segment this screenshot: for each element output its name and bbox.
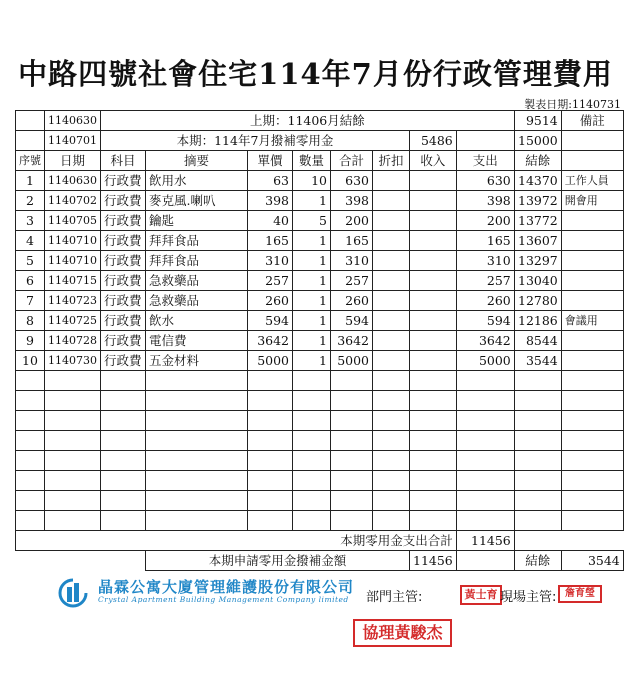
empty-cell xyxy=(16,431,45,451)
cell-balance: 3544 xyxy=(514,351,561,371)
dept-manager-stamp: 黃士育 xyxy=(460,585,502,605)
blank-cell xyxy=(514,531,623,551)
cell-qty: 1 xyxy=(293,351,331,371)
cell-expense: 398 xyxy=(456,191,514,211)
cell-date: 1140730 xyxy=(45,351,101,371)
empty-cell xyxy=(293,511,331,531)
cell-discount xyxy=(373,351,410,371)
cell-balance: 12780 xyxy=(514,291,561,311)
cell-note xyxy=(561,211,623,231)
cell-discount xyxy=(373,331,410,351)
empty-cell xyxy=(373,371,410,391)
cell-subject: 行政費 xyxy=(101,251,146,271)
cell-expense: 5000 xyxy=(456,351,514,371)
empty-cell xyxy=(45,451,101,471)
prev-balance-row xyxy=(16,111,624,131)
empty-cell xyxy=(293,471,331,491)
cell-discount xyxy=(373,171,410,191)
empty-cell xyxy=(331,431,373,451)
empty-cell xyxy=(561,431,623,451)
empty-cell xyxy=(45,371,101,391)
empty-cell xyxy=(16,471,45,491)
cell-qty: 1 xyxy=(293,331,331,351)
cell-qty: 1 xyxy=(293,291,331,311)
cell-note xyxy=(561,331,623,351)
cell-expense: 165 xyxy=(456,231,514,251)
empty-cell xyxy=(373,391,410,411)
cell-qty: 10 xyxy=(293,171,331,191)
cell-total: 398 xyxy=(331,191,373,211)
empty-cell xyxy=(101,491,146,511)
made-date: 製表日期:1140731 xyxy=(524,98,621,111)
empty-cell xyxy=(331,411,373,431)
cell-price: 63 xyxy=(248,171,293,191)
empty-cell xyxy=(456,471,514,491)
empty-cell xyxy=(456,371,514,391)
apply-amount: 11456 xyxy=(410,551,457,571)
empty-cell xyxy=(293,431,331,451)
cell-discount xyxy=(373,211,410,231)
empty-cell xyxy=(101,451,146,471)
cell-balance: 13607 xyxy=(514,231,561,251)
cell-income xyxy=(410,331,457,351)
cell-date: 1140710 xyxy=(45,231,101,251)
empty-cell xyxy=(561,391,623,411)
cell-income xyxy=(410,231,457,251)
cell-balance: 14370 xyxy=(514,171,561,191)
cell-total: 200 xyxy=(331,211,373,231)
cell-no: 10 xyxy=(16,351,45,371)
signature-stamp: 協理黃駿杰 xyxy=(353,619,452,647)
cell-no: 2 xyxy=(16,191,45,211)
cell-date: 1140710 xyxy=(45,251,101,271)
cell-qty: 1 xyxy=(293,191,331,211)
cell-subject: 行政費 xyxy=(101,311,146,331)
prev-balance: 9514 xyxy=(514,111,561,131)
empty-row xyxy=(16,431,624,451)
cell-qty: 1 xyxy=(293,231,331,251)
cell-income xyxy=(410,171,457,191)
cell-income xyxy=(410,351,457,371)
cell-desc: 電信費 xyxy=(146,331,248,351)
empty-cell xyxy=(514,431,561,451)
empty-cell xyxy=(514,371,561,391)
empty-cell xyxy=(293,391,331,411)
cell-qty: 5 xyxy=(293,211,331,231)
empty-cell xyxy=(410,511,457,531)
empty-row xyxy=(16,451,624,471)
empty-cell xyxy=(373,471,410,491)
cell-note xyxy=(561,231,623,251)
empty-cell xyxy=(331,391,373,411)
empty-cell xyxy=(373,411,410,431)
empty-cell xyxy=(456,391,514,411)
empty-cell xyxy=(514,391,561,411)
empty-cell xyxy=(331,491,373,511)
cell-subject: 行政費 xyxy=(101,331,146,351)
empty-cell xyxy=(561,411,623,431)
empty-cell xyxy=(373,511,410,531)
empty-cell xyxy=(456,431,514,451)
cell-price: 3642 xyxy=(248,331,293,351)
allot-date: 1140701 xyxy=(45,131,101,151)
dept-manager-label: 部門主管: xyxy=(366,590,423,605)
table-row xyxy=(16,351,624,371)
empty-cell xyxy=(456,411,514,431)
col-header: 合計 xyxy=(331,151,373,171)
expense-total: 11456 xyxy=(456,531,514,551)
cell-qty: 1 xyxy=(293,271,331,291)
allot-income: 5486 xyxy=(410,131,457,151)
header-row xyxy=(16,151,624,171)
cell-discount xyxy=(373,231,410,251)
empty-cell xyxy=(514,411,561,431)
cell-no: 8 xyxy=(16,311,45,331)
note-header: 備註 xyxy=(561,111,623,131)
cell-balance: 13772 xyxy=(514,211,561,231)
expense-total-row xyxy=(16,531,624,551)
cell-balance: 13297 xyxy=(514,251,561,271)
table-row xyxy=(16,231,624,251)
cell-price: 310 xyxy=(248,251,293,271)
apply-row xyxy=(16,551,624,571)
cell-subject: 行政費 xyxy=(101,171,146,191)
cell-note: 工作人員 xyxy=(561,171,623,191)
cell-income xyxy=(410,311,457,331)
empty-cell xyxy=(45,431,101,451)
blank-cell xyxy=(16,551,146,571)
cell-price: 5000 xyxy=(248,351,293,371)
balance-label: 結餘 xyxy=(514,551,561,571)
cell-discount xyxy=(373,251,410,271)
expense-total-label: 本期零用金支出合計 xyxy=(16,531,457,551)
empty-cell xyxy=(16,511,45,531)
cell-no: 6 xyxy=(16,271,45,291)
col-header: 單價 xyxy=(248,151,293,171)
cell-desc: 鑰匙 xyxy=(146,211,248,231)
empty-cell xyxy=(514,471,561,491)
cell-price: 257 xyxy=(248,271,293,291)
allot-label: 本期：114年7月撥補零用金 xyxy=(101,131,410,151)
empty-cell xyxy=(16,371,45,391)
cell-price: 260 xyxy=(248,291,293,311)
cell-no: 9 xyxy=(16,331,45,351)
empty-cell xyxy=(45,411,101,431)
cell-total: 630 xyxy=(331,171,373,191)
empty-cell xyxy=(373,431,410,451)
cell-date: 1140702 xyxy=(45,191,101,211)
empty-cell xyxy=(514,451,561,471)
company-name: 晶霖公寓大廈管理維護股份有限公司 xyxy=(98,578,355,596)
cell-subject: 行政費 xyxy=(101,211,146,231)
cell-expense: 260 xyxy=(456,291,514,311)
cell-date: 1140725 xyxy=(45,311,101,331)
ledger-table xyxy=(15,110,624,571)
cell-desc: 麥克風.喇叭 xyxy=(146,191,248,211)
prev-label: 上期：11406月結餘 xyxy=(101,111,515,131)
table-row xyxy=(16,271,624,291)
empty-row xyxy=(16,371,624,391)
blank-cell xyxy=(456,551,514,571)
cell-balance: 12186 xyxy=(514,311,561,331)
empty-cell xyxy=(456,451,514,471)
cell-note xyxy=(561,271,623,291)
empty-cell xyxy=(16,411,45,431)
cell-expense: 200 xyxy=(456,211,514,231)
cell-note xyxy=(561,251,623,271)
cell-desc: 拜拜食品 xyxy=(146,251,248,271)
cell-total: 5000 xyxy=(331,351,373,371)
empty-row xyxy=(16,511,624,531)
col-header: 序號 xyxy=(16,151,45,171)
cell-desc: 急救藥品 xyxy=(146,291,248,311)
empty-cell xyxy=(16,451,45,471)
table-row xyxy=(16,191,624,211)
cell-no: 3 xyxy=(16,211,45,231)
cell-price: 398 xyxy=(248,191,293,211)
cell-price: 594 xyxy=(248,311,293,331)
table-row xyxy=(16,331,624,351)
cell-total: 260 xyxy=(331,291,373,311)
empty-cell xyxy=(101,431,146,451)
cell-expense: 630 xyxy=(456,171,514,191)
company-name-en: Crystal Apartment Building Management Company limited xyxy=(98,595,349,604)
cell-expense: 257 xyxy=(456,271,514,291)
footer xyxy=(0,570,631,684)
empty-row xyxy=(16,471,624,491)
prev-date: 1140630 xyxy=(45,111,101,131)
cell-no: 5 xyxy=(16,251,45,271)
empty-cell xyxy=(410,411,457,431)
empty-cell xyxy=(16,491,45,511)
cell-note xyxy=(561,291,623,311)
cell-date: 1140630 xyxy=(45,171,101,191)
cell-total: 257 xyxy=(331,271,373,291)
cell-price: 40 xyxy=(248,211,293,231)
cell-no: 1 xyxy=(16,171,45,191)
empty-cell xyxy=(410,391,457,411)
col-header: 收入 xyxy=(410,151,457,171)
empty-cell xyxy=(331,371,373,391)
empty-cell xyxy=(146,391,248,411)
cell-income xyxy=(410,291,457,311)
cell-no: 7 xyxy=(16,291,45,311)
cell-balance: 13040 xyxy=(514,271,561,291)
empty-cell xyxy=(248,511,293,531)
empty-cell xyxy=(561,471,623,491)
empty-cell xyxy=(293,371,331,391)
empty-cell xyxy=(146,451,248,471)
empty-cell xyxy=(45,511,101,531)
empty-cell xyxy=(101,371,146,391)
cell-subject: 行政費 xyxy=(101,291,146,311)
empty-row xyxy=(16,411,624,431)
empty-cell xyxy=(248,451,293,471)
cell-discount xyxy=(373,311,410,331)
empty-cell xyxy=(410,451,457,471)
empty-cell xyxy=(146,471,248,491)
cell-expense: 3642 xyxy=(456,331,514,351)
empty-cell xyxy=(146,491,248,511)
cell-expense: 310 xyxy=(456,251,514,271)
cell-income xyxy=(410,211,457,231)
cell-date: 1140723 xyxy=(45,291,101,311)
empty-cell xyxy=(146,371,248,391)
allot-balance: 15000 xyxy=(514,131,561,151)
cell-desc: 拜拜食品 xyxy=(146,231,248,251)
empty-cell xyxy=(248,471,293,491)
cell-no: 4 xyxy=(16,231,45,251)
empty-cell xyxy=(45,471,101,491)
empty-cell xyxy=(561,371,623,391)
table-row xyxy=(16,251,624,271)
empty-row xyxy=(16,491,624,511)
col-header: 支出 xyxy=(456,151,514,171)
site-manager-label: 現場主管: xyxy=(500,590,557,605)
site-manager-stamp: 詹育瑩 xyxy=(558,585,602,603)
empty-cell xyxy=(561,511,623,531)
apply-label: 本期申請零用金撥補金額 xyxy=(146,551,410,571)
table-row xyxy=(16,211,624,231)
cell-total: 3642 xyxy=(331,331,373,351)
col-header: 數量 xyxy=(293,151,331,171)
cell-desc: 急救藥品 xyxy=(146,271,248,291)
cell-date: 1140728 xyxy=(45,331,101,351)
empty-cell xyxy=(101,471,146,491)
cell-date: 1140705 xyxy=(45,211,101,231)
cell-qty: 1 xyxy=(293,311,331,331)
empty-cell xyxy=(45,491,101,511)
empty-cell xyxy=(561,491,623,511)
cell-desc: 五金材料 xyxy=(146,351,248,371)
empty-cell xyxy=(410,371,457,391)
table-row xyxy=(16,171,624,191)
empty-cell xyxy=(514,491,561,511)
col-header: 折扣 xyxy=(373,151,410,171)
company-logo-icon xyxy=(58,578,88,608)
empty-cell xyxy=(456,491,514,511)
empty-cell xyxy=(514,511,561,531)
empty-cell xyxy=(293,411,331,431)
empty-cell xyxy=(248,371,293,391)
empty-cell xyxy=(16,391,45,411)
cell-price: 165 xyxy=(248,231,293,251)
empty-cell xyxy=(456,511,514,531)
cell-subject: 行政費 xyxy=(101,351,146,371)
cell-balance: 8544 xyxy=(514,331,561,351)
empty-cell xyxy=(248,491,293,511)
cell-total: 165 xyxy=(331,231,373,251)
cell-note: 會議用 xyxy=(561,311,623,331)
empty-cell xyxy=(101,511,146,531)
empty-cell xyxy=(146,411,248,431)
col-header: 科目 xyxy=(101,151,146,171)
cell-total: 594 xyxy=(331,311,373,331)
cell-note: 開會用 xyxy=(561,191,623,211)
cell-qty: 1 xyxy=(293,251,331,271)
col-header: 摘要 xyxy=(146,151,248,171)
cell-subject: 行政費 xyxy=(101,231,146,251)
empty-cell xyxy=(410,471,457,491)
empty-cell xyxy=(410,491,457,511)
empty-cell xyxy=(101,391,146,411)
empty-cell xyxy=(248,431,293,451)
cell-discount xyxy=(373,271,410,291)
empty-cell xyxy=(373,491,410,511)
page-title: 中路四號社會住宅114年7月份行政管理費用 xyxy=(18,57,613,91)
empty-cell xyxy=(410,431,457,451)
empty-cell xyxy=(45,391,101,411)
cell-expense: 594 xyxy=(456,311,514,331)
empty-cell xyxy=(293,451,331,471)
empty-cell xyxy=(293,491,331,511)
table-row xyxy=(16,291,624,311)
empty-row xyxy=(16,391,624,411)
empty-cell xyxy=(331,511,373,531)
cell-discount xyxy=(373,191,410,211)
empty-cell xyxy=(331,451,373,471)
empty-cell xyxy=(146,511,248,531)
cell-income xyxy=(410,271,457,291)
col-header: 日期 xyxy=(45,151,101,171)
table-row xyxy=(16,311,624,331)
allot-row xyxy=(16,131,624,151)
empty-cell xyxy=(373,451,410,471)
cell-subject: 行政費 xyxy=(101,191,146,211)
empty-cell xyxy=(331,471,373,491)
empty-cell xyxy=(248,391,293,411)
cell-total: 310 xyxy=(331,251,373,271)
empty-cell xyxy=(561,451,623,471)
cell-income xyxy=(410,251,457,271)
empty-cell xyxy=(248,411,293,431)
cell-discount xyxy=(373,291,410,311)
empty-cell xyxy=(146,431,248,451)
cell-balance: 13972 xyxy=(514,191,561,211)
cell-desc: 飲用水 xyxy=(146,171,248,191)
cell-income xyxy=(410,191,457,211)
cell-date: 1140715 xyxy=(45,271,101,291)
cell-subject: 行政費 xyxy=(101,271,146,291)
cell-note xyxy=(561,351,623,371)
empty-cell xyxy=(101,411,146,431)
col-header: 結餘 xyxy=(514,151,561,171)
balance-amount: 3544 xyxy=(561,551,623,571)
cell-desc: 飲水 xyxy=(146,311,248,331)
